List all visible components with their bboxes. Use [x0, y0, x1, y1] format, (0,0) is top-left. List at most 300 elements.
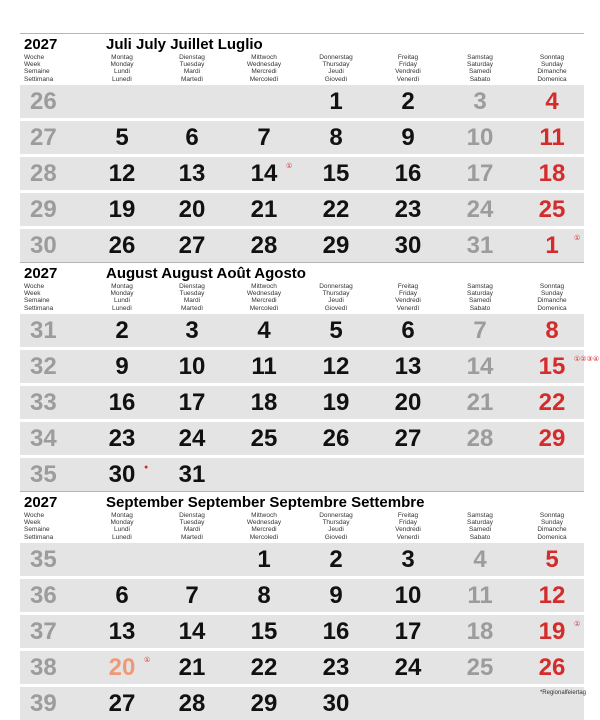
day-number: 22 [322, 196, 350, 223]
day-column-label [372, 512, 444, 541]
day-label-line: Lunedì [112, 533, 132, 541]
day-cell[interactable] [444, 314, 516, 347]
week-row [20, 687, 584, 720]
day-number: 19 [322, 389, 350, 416]
day-label-line: Montag [111, 512, 133, 519]
day-cell[interactable] [300, 314, 372, 347]
week-row [20, 121, 584, 154]
week-label-line: Settimana [24, 75, 54, 83]
day-number: 25 [538, 196, 566, 223]
day-label-line: Lunedì [112, 304, 132, 312]
day-label-line: Vendredi [395, 526, 421, 534]
day-cell[interactable] [516, 579, 588, 612]
day-cell[interactable] [444, 579, 516, 612]
day-number: 3 [185, 317, 199, 344]
day-cell[interactable] [86, 121, 158, 154]
day-number: 10 [394, 582, 422, 609]
day-column-label [156, 54, 228, 83]
day-number: 12 [108, 160, 136, 187]
day-cell[interactable] [86, 157, 158, 190]
day-cell[interactable] [300, 121, 372, 154]
day-cell[interactable] [228, 422, 300, 455]
day-column-label [156, 283, 228, 312]
day-cell[interactable] [372, 651, 444, 684]
day-cell[interactable] [444, 229, 516, 262]
day-number: 20 [108, 654, 136, 681]
day-label-line: Montag [111, 283, 133, 290]
day-label-line: Dienstag [179, 54, 205, 61]
day-label-line: Samstag [467, 54, 493, 61]
day-cell[interactable] [444, 85, 516, 118]
month-year: 2027 [24, 494, 58, 511]
day-cell[interactable] [300, 229, 372, 262]
week-number: 35 [30, 546, 57, 573]
day-cell[interactable] [156, 615, 228, 648]
week-label-line: Woche [24, 283, 45, 290]
day-cell[interactable] [86, 386, 158, 419]
day-cell[interactable] [228, 121, 300, 154]
day-number: 17 [178, 389, 206, 416]
day-cell[interactable] [300, 543, 372, 576]
day-cell[interactable] [156, 458, 228, 491]
day-number: 23 [108, 425, 136, 452]
day-number: 28 [250, 232, 278, 259]
week-row [20, 579, 584, 612]
day-cell[interactable] [300, 422, 372, 455]
day-cell[interactable] [300, 615, 372, 648]
day-label-line: Martedì [180, 75, 204, 83]
day-number: 30 [394, 232, 422, 259]
day-number: 31 [178, 461, 206, 488]
day-cell[interactable] [228, 386, 300, 419]
day-number: 28 [178, 690, 206, 717]
day-column-label [228, 512, 300, 541]
week-number: 27 [30, 124, 57, 151]
day-cell[interactable] [156, 386, 228, 419]
day-cell[interactable] [444, 615, 516, 648]
day-cell[interactable] [156, 193, 228, 226]
day-label-line: Vendredi [395, 68, 421, 76]
day-cell[interactable] [300, 193, 372, 226]
day-column-label [300, 54, 372, 83]
day-number: 18 [466, 618, 494, 645]
day-label-line: Saturday [466, 519, 494, 527]
day-cell[interactable] [444, 651, 516, 684]
day-cell[interactable] [156, 350, 228, 383]
day-number: 7 [473, 317, 487, 344]
holiday-marker: ① [144, 657, 151, 664]
day-label-line: Sonntag [539, 512, 565, 519]
day-cell[interactable] [228, 651, 300, 684]
week-number: 38 [30, 654, 57, 681]
day-cell[interactable] [86, 651, 158, 684]
day-number: 16 [108, 389, 136, 416]
day-cell[interactable] [516, 121, 588, 154]
day-label-line: Sonntag [539, 54, 565, 61]
day-cell[interactable] [156, 121, 228, 154]
day-label-line: Freitag [397, 283, 419, 290]
day-cell[interactable] [86, 350, 158, 383]
day-cell[interactable] [156, 422, 228, 455]
day-cell[interactable] [228, 543, 300, 576]
day-label-line: Vendredi [395, 297, 421, 305]
day-column-label [372, 283, 444, 312]
day-cell[interactable] [228, 687, 300, 720]
day-number: 27 [394, 425, 422, 452]
day-number: 13 [108, 618, 136, 645]
day-cell[interactable] [516, 543, 588, 576]
day-number: 9 [401, 124, 415, 151]
day-label-line: Monday [110, 61, 134, 69]
day-cell[interactable] [86, 579, 158, 612]
day-cell[interactable] [300, 157, 372, 190]
day-cell[interactable] [300, 651, 372, 684]
day-cell[interactable] [86, 422, 158, 455]
week-label-line: Week [24, 290, 41, 298]
day-number: 26 [108, 232, 136, 259]
day-number: 16 [394, 160, 422, 187]
day-label-line: Jeudi [328, 526, 344, 534]
day-number: 30 [322, 690, 350, 717]
day-cell[interactable] [156, 229, 228, 262]
holiday-marker: ① [574, 235, 581, 242]
day-column-label [156, 512, 228, 541]
day-cell[interactable] [516, 386, 588, 419]
day-number: 27 [178, 232, 206, 259]
day-column-label [300, 512, 372, 541]
day-label-line: Lundi [114, 526, 130, 534]
day-cell[interactable] [444, 386, 516, 419]
day-cell[interactable] [228, 579, 300, 612]
day-cell[interactable] [228, 229, 300, 262]
day-number: 6 [401, 317, 415, 344]
month-year: 2027 [24, 36, 58, 53]
week-label-line: Semaine [24, 68, 50, 76]
day-number: 30 [108, 461, 136, 488]
day-label-line: Sabato [469, 533, 491, 541]
day-cell[interactable] [516, 229, 588, 262]
day-number: 8 [545, 317, 559, 344]
day-number: 23 [322, 654, 350, 681]
day-number: 5 [545, 546, 559, 573]
day-number: 15 [250, 618, 278, 645]
day-label-line: Dimanche [537, 68, 567, 76]
day-label-line: Domenica [537, 75, 567, 83]
month-year: 2027 [24, 265, 58, 282]
day-label-line: Donnerstag [319, 54, 353, 61]
day-cell[interactable] [86, 458, 158, 491]
day-number: 31 [466, 232, 494, 259]
week-row [20, 229, 584, 262]
day-cell[interactable] [372, 350, 444, 383]
day-number: 21 [466, 389, 494, 416]
day-label-line: Mercredi [251, 297, 277, 305]
holiday-marker: ① [574, 621, 581, 628]
week-number: 32 [30, 353, 57, 380]
day-number: 2 [115, 317, 129, 344]
day-number: 5 [329, 317, 343, 344]
holiday-marker: ①②③④ [574, 356, 600, 363]
day-cell[interactable] [372, 85, 444, 118]
day-cell[interactable] [228, 615, 300, 648]
day-cell[interactable] [86, 229, 158, 262]
day-label-line: Sabato [469, 304, 491, 312]
day-label-line: Mittwoch [251, 54, 277, 61]
day-cell[interactable] [86, 314, 158, 347]
day-number: 22 [538, 389, 566, 416]
day-cell[interactable] [516, 193, 588, 226]
day-number: 7 [185, 582, 199, 609]
day-cell[interactable] [300, 350, 372, 383]
week-number: 35 [30, 461, 57, 488]
week-row [20, 651, 584, 684]
day-cell[interactable] [86, 615, 158, 648]
month-title: September September Septembre Settembre [106, 494, 425, 511]
day-number: 25 [466, 654, 494, 681]
day-number: 14 [178, 618, 206, 645]
week-number: 26 [30, 88, 57, 115]
day-cell[interactable] [156, 651, 228, 684]
day-label-line: Friday [398, 61, 418, 69]
day-cell[interactable] [86, 193, 158, 226]
week-number: 31 [30, 317, 57, 344]
week-label-line: Week [24, 519, 41, 527]
day-number: 17 [466, 160, 494, 187]
day-column-label [228, 283, 300, 312]
day-cell[interactable] [86, 687, 158, 720]
week-column-label [24, 54, 80, 83]
day-number: 14 [250, 160, 278, 187]
day-number: 21 [250, 196, 278, 223]
day-label-line: Samedi [468, 68, 492, 76]
day-label-line: Mercredi [251, 526, 277, 534]
day-label-line: Lundi [114, 68, 130, 76]
day-number: 27 [108, 690, 136, 717]
day-label-line: Sabato [469, 75, 491, 83]
month-title: Juli July Juillet Luglio [106, 36, 263, 53]
day-label-line: Freitag [397, 512, 419, 519]
day-cell[interactable] [516, 314, 588, 347]
day-label-line: Tuesday [179, 61, 205, 69]
day-label-line: Saturday [466, 61, 494, 69]
day-number: 8 [329, 124, 343, 151]
day-cell[interactable] [372, 157, 444, 190]
holiday-marker: ① [286, 163, 293, 170]
day-label-line: Montag [111, 54, 133, 61]
day-cell[interactable] [372, 579, 444, 612]
day-cell[interactable] [372, 386, 444, 419]
day-label-line: Mardi [183, 68, 201, 76]
day-column-label [86, 512, 158, 541]
footnote: *Regionalfeiertag [539, 690, 586, 696]
week-label-line: Week [24, 61, 41, 69]
week-label-line: Semaine [24, 526, 50, 534]
day-label-line: Mardi [183, 297, 201, 305]
day-cell[interactable] [228, 193, 300, 226]
day-column-label [516, 54, 588, 83]
day-number: 26 [322, 425, 350, 452]
day-label-line: Monday [110, 519, 134, 527]
day-label-line: Domenica [537, 533, 567, 541]
day-label-line: Giovedì [324, 533, 348, 541]
day-number: 2 [329, 546, 343, 573]
day-number: 12 [538, 582, 566, 609]
day-label-line: Samedi [468, 526, 492, 534]
day-label-line: Wednesday [246, 61, 282, 69]
day-column-label [444, 512, 516, 541]
day-number: 14 [466, 353, 494, 380]
day-number: 29 [322, 232, 350, 259]
day-number: 24 [394, 654, 422, 681]
day-cell[interactable] [516, 422, 588, 455]
day-label-line: Wednesday [246, 290, 282, 298]
day-label-line: Mercoledì [249, 533, 279, 541]
day-label-line: Thursday [322, 61, 350, 69]
day-cell[interactable] [300, 687, 372, 720]
day-cell[interactable] [372, 422, 444, 455]
day-label-line: Giovedì [324, 304, 348, 312]
day-cell[interactable] [228, 350, 300, 383]
day-label-line: Monday [110, 290, 134, 298]
day-label-line: Venerdì [396, 533, 420, 541]
day-column-label [444, 283, 516, 312]
day-label-line: Martedì [180, 304, 204, 312]
day-cell[interactable] [156, 314, 228, 347]
day-number: 20 [178, 196, 206, 223]
day-cell[interactable] [372, 229, 444, 262]
week-row [20, 193, 584, 226]
day-cell[interactable] [156, 579, 228, 612]
day-label-line: Freitag [397, 54, 419, 61]
day-cell[interactable] [300, 579, 372, 612]
day-number: 8 [257, 582, 271, 609]
week-column-label [24, 283, 80, 312]
day-label-line: Tuesday [179, 290, 205, 298]
week-row [20, 543, 584, 576]
day-label-line: Sunday [540, 519, 564, 527]
day-cell[interactable] [516, 85, 588, 118]
day-number: 18 [250, 389, 278, 416]
day-label-line: Dimanche [537, 526, 567, 534]
day-label-line: Friday [398, 519, 418, 527]
day-cell[interactable] [516, 157, 588, 190]
day-label-line: Friday [398, 290, 418, 298]
day-label-line: Jeudi [328, 297, 344, 305]
day-cell[interactable] [372, 121, 444, 154]
week-row [20, 422, 584, 455]
week-row [20, 314, 584, 347]
day-cell[interactable] [156, 157, 228, 190]
week-row [20, 386, 584, 419]
day-cell[interactable] [444, 350, 516, 383]
day-column-label [516, 512, 588, 541]
day-cell[interactable] [444, 193, 516, 226]
day-number: 9 [329, 582, 343, 609]
week-number: 28 [30, 160, 57, 187]
day-label-line: Domenica [537, 304, 567, 312]
day-number: 18 [538, 160, 566, 187]
day-label-line: Giovedì [324, 75, 348, 83]
day-number: 10 [178, 353, 206, 380]
day-label-line: Mercoledì [249, 304, 279, 312]
week-label-line: Semaine [24, 297, 50, 305]
day-label-line: Lundi [114, 297, 130, 305]
day-cell[interactable] [444, 543, 516, 576]
week-number: 36 [30, 582, 57, 609]
week-number: 29 [30, 196, 57, 223]
day-label-line: Mercredi [251, 68, 277, 76]
day-number: 4 [473, 546, 487, 573]
day-cell[interactable] [228, 314, 300, 347]
day-number: 11 [251, 353, 277, 380]
day-column-label [372, 54, 444, 83]
day-cell[interactable] [156, 687, 228, 720]
day-number: 16 [322, 618, 350, 645]
day-number: 29 [250, 690, 278, 717]
day-number: 1 [329, 88, 343, 115]
day-label-line: Wednesday [246, 519, 282, 527]
day-cell[interactable] [516, 615, 588, 648]
day-label-line: Tuesday [179, 519, 205, 527]
week-row [20, 615, 584, 648]
day-cell[interactable] [372, 193, 444, 226]
day-number: 9 [115, 353, 129, 380]
day-number: 19 [108, 196, 136, 223]
day-number: 13 [178, 160, 206, 187]
day-label-line: Donnerstag [319, 283, 353, 290]
day-number: 3 [401, 546, 415, 573]
day-number: 20 [394, 389, 422, 416]
day-number: 10 [466, 124, 494, 151]
day-number: 11 [467, 582, 493, 609]
day-number: 6 [185, 124, 199, 151]
day-label-line: Sunday [540, 290, 564, 298]
day-cell[interactable] [228, 157, 300, 190]
day-number: 22 [250, 654, 278, 681]
week-label-line: Settimana [24, 304, 54, 312]
day-number: 11 [539, 124, 565, 151]
day-label-line: Mittwoch [251, 283, 277, 290]
day-column-label [86, 54, 158, 83]
day-label-line: Thursday [322, 519, 350, 527]
day-cell[interactable] [444, 422, 516, 455]
day-cell[interactable] [300, 85, 372, 118]
day-column-label [300, 283, 372, 312]
day-cell[interactable] [516, 350, 600, 383]
day-cell[interactable] [444, 157, 516, 190]
day-cell[interactable] [444, 121, 516, 154]
day-cell[interactable] [300, 386, 372, 419]
day-label-line: Mardi [183, 526, 201, 534]
day-number: 13 [394, 353, 422, 380]
day-label-line: Martedì [180, 533, 204, 541]
day-number: 2 [401, 88, 415, 115]
day-number: 3 [473, 88, 487, 115]
day-column-label [86, 283, 158, 312]
day-label-line: Sunday [540, 61, 564, 69]
week-number: 34 [30, 425, 57, 452]
day-cell[interactable] [372, 314, 444, 347]
week-column-label [24, 512, 80, 541]
day-cell[interactable] [372, 543, 444, 576]
holiday-marker: ● [144, 464, 149, 471]
day-cell[interactable] [516, 651, 588, 684]
day-cell[interactable] [372, 615, 444, 648]
month-title: August August Août Agosto [106, 265, 306, 282]
day-number: 6 [115, 582, 129, 609]
day-number: 29 [538, 425, 566, 452]
day-label-line: Mercoledì [249, 75, 279, 83]
